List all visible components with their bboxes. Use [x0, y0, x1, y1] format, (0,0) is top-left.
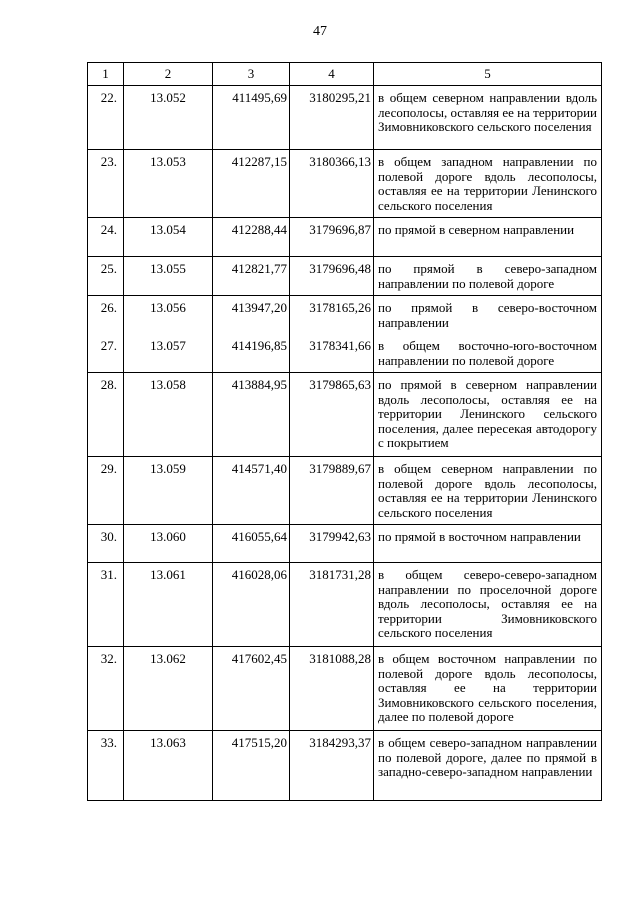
coord-x: 413884,95 [213, 373, 290, 457]
header-col-1: 1 [88, 63, 124, 86]
coord-y: 3181731,28 [290, 563, 374, 647]
coord-x: 412288,44 [213, 218, 290, 257]
table-row [88, 334, 602, 373]
point-code: 13.063 [124, 731, 213, 801]
direction-description: в общем северо-западном направлении по полевой дороге, далее по прямой в западно-северо-западном направлении [374, 731, 602, 801]
direction-description: в общем западном направлении по полевой дороге вдоль лесополосы, оставляя ее на территории Ленинского сельского поселения [374, 150, 602, 218]
coord-y: 3179696,48 [290, 257, 374, 296]
table-row [88, 257, 602, 296]
point-code: 13.053 [124, 150, 213, 218]
point-code: 13.061 [124, 563, 213, 647]
coord-y: 3181088,28 [290, 647, 374, 731]
table-header-row [88, 63, 602, 86]
coord-y: 3180295,21 [290, 86, 374, 150]
coord-y: 3179942,63 [290, 525, 374, 563]
point-code: 13.052 [124, 86, 213, 150]
coord-y: 3178341,66 [290, 334, 374, 373]
table-row [88, 150, 602, 218]
direction-description: по прямой в северо-восточном направлении [374, 296, 602, 335]
table-row [88, 86, 602, 150]
boundary-points-table [87, 62, 602, 801]
row-number: 23. [88, 150, 124, 218]
table-row [88, 218, 602, 257]
table-row [88, 373, 602, 457]
header-col-4: 4 [290, 63, 374, 86]
point-code: 13.055 [124, 257, 213, 296]
table-row [88, 457, 602, 525]
row-number: 22. [88, 86, 124, 150]
coord-x: 417602,45 [213, 647, 290, 731]
coord-x: 411495,69 [213, 86, 290, 150]
coord-y: 3178165,26 [290, 296, 374, 335]
point-code: 13.056 [124, 296, 213, 335]
coord-x: 412821,77 [213, 257, 290, 296]
coord-x: 412287,15 [213, 150, 290, 218]
row-number: 31. [88, 563, 124, 647]
coord-y: 3179865,63 [290, 373, 374, 457]
row-number: 33. [88, 731, 124, 801]
direction-description: в общем северо-северо-западном направлении по проселочной дороге вдоль лесополосы, оставляя ее на территории Зимовниковского сельского поселения [374, 563, 602, 647]
row-number: 26. [88, 296, 124, 335]
point-code: 13.059 [124, 457, 213, 525]
point-code: 13.060 [124, 525, 213, 563]
header-col-2: 2 [124, 63, 213, 86]
table-row [88, 647, 602, 731]
direction-description: в общем северном направлении вдоль лесополосы, оставляя ее на территории Зимовниковского сельского поселения [374, 86, 602, 150]
row-number: 28. [88, 373, 124, 457]
coord-x: 414571,40 [213, 457, 290, 525]
point-code: 13.062 [124, 647, 213, 731]
row-number: 27. [88, 334, 124, 373]
direction-description: в общем северном направлении по полевой дороге вдоль лесополосы, оставляя ее на территории Ленинского сельского поселения [374, 457, 602, 525]
point-code: 13.054 [124, 218, 213, 257]
direction-description: по прямой в восточном направлении [374, 525, 602, 563]
direction-description: по прямой в северном направлении [374, 218, 602, 257]
coord-x: 413947,20 [213, 296, 290, 335]
direction-description: в общем восточном направлении по полевой дороге вдоль лесополосы, оставляя ее на территории Зимовниковского сельского поселения, далее по полевой дороге [374, 647, 602, 731]
header-col-3: 3 [213, 63, 290, 86]
direction-description: в общем восточно-юго-восточном направлении по полевой дороге [374, 334, 602, 373]
row-number: 30. [88, 525, 124, 563]
table-row [88, 731, 602, 801]
row-number: 25. [88, 257, 124, 296]
coord-x: 417515,20 [213, 731, 290, 801]
coord-y: 3179889,67 [290, 457, 374, 525]
coord-y: 3180366,13 [290, 150, 374, 218]
point-code: 13.058 [124, 373, 213, 457]
row-number: 32. [88, 647, 124, 731]
direction-description: по прямой в северо-западном направлении по полевой дороге [374, 257, 602, 296]
direction-description: по прямой в северном направлении вдоль лесополосы, оставляя ее на территории Ленинского сельского поселения, далее пересекая автодорогу с покрытием [374, 373, 602, 457]
coord-y: 3184293,37 [290, 731, 374, 801]
coord-y: 3179696,87 [290, 218, 374, 257]
table-row [88, 296, 602, 335]
table-row [88, 525, 602, 563]
page-number: 47 [313, 24, 327, 39]
point-code: 13.057 [124, 334, 213, 373]
row-number: 29. [88, 457, 124, 525]
coord-x: 416055,64 [213, 525, 290, 563]
table-row [88, 563, 602, 647]
header-col-5: 5 [374, 63, 602, 86]
coord-x: 416028,06 [213, 563, 290, 647]
coord-x: 414196,85 [213, 334, 290, 373]
row-number: 24. [88, 218, 124, 257]
